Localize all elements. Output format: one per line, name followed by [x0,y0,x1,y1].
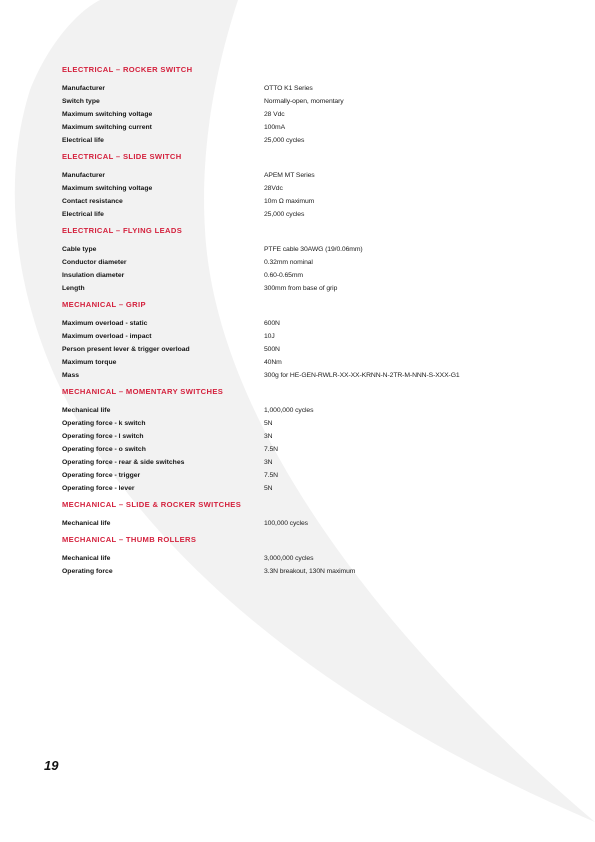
spec-row [62,417,562,430]
spec-row [62,82,562,95]
spec-row [62,282,562,295]
spec-label: Operating force - trigger [62,472,141,479]
spec-value: APEM MT Series [264,172,315,179]
spec-value: 7.5N [264,446,278,453]
spec-row [62,430,562,443]
page-number: 19 [44,758,59,773]
spec-label: Manufacturer [62,172,106,179]
spec-value: 600N [264,320,280,327]
spec-value: 3N [264,459,273,466]
spec-row [62,208,562,221]
spec-section [62,225,562,295]
spec-section [62,64,562,147]
spec-label: Mass [62,372,80,379]
spec-row [62,443,562,456]
spec-label: Maximum switching voltage [62,185,153,192]
spec-value: 25,000 cycles [264,137,305,144]
spec-label: Cable type [62,246,97,253]
spec-value: 0.60-0.65mm [264,272,303,279]
spec-value: 10m Ω maximum [264,198,315,205]
spec-row [62,330,562,343]
spec-section [62,534,562,578]
specification-list [62,64,562,582]
spec-value: Normally-open, momentary [264,98,344,105]
spec-row [62,456,562,469]
spec-section [62,299,562,382]
spec-row [62,269,562,282]
spec-label: Operating force - l switch [62,433,144,440]
section-title: ELECTRICAL – SLIDE SWITCH [62,152,182,161]
spec-value: 5N [264,420,273,427]
spec-value: 5N [264,485,273,492]
spec-value: OTTO K1 Series [264,85,313,92]
spec-label: Maximum torque [62,359,117,366]
spec-value: 0.32mm nominal [264,259,313,266]
section-title: ELECTRICAL – FLYING LEADS [62,226,183,235]
spec-label: Mechanical life [62,520,111,527]
spec-value: 100,000 cycles [264,520,308,527]
spec-row [62,356,562,369]
section-title: ELECTRICAL – ROCKER SWITCH [62,65,193,74]
spec-value: 7.5N [264,472,278,479]
spec-label: Contact resistance [62,198,123,205]
spec-row [62,169,562,182]
spec-label: Operating force - k switch [62,420,146,427]
spec-label: Maximum switching voltage [62,111,153,118]
spec-label: Switch type [62,98,100,105]
spec-label: Maximum overload - impact [62,333,152,340]
spec-label: Maximum switching current [62,124,152,131]
spec-row [62,565,562,578]
spec-label: Manufacturer [62,85,106,92]
section-title: MECHANICAL – THUMB ROLLERS [62,535,197,544]
spec-section [62,499,562,530]
spec-label: Conductor diameter [62,259,127,266]
spec-label: Mechanical life [62,555,111,562]
spec-row [62,95,562,108]
spec-row [62,482,562,495]
spec-value: 25,000 cycles [264,211,305,218]
spec-value: 28Vdc [264,185,283,192]
spec-row [62,317,562,330]
spec-value: 3N [264,433,273,440]
spec-section [62,151,562,221]
spec-value: PTFE cable 30AWG (19/0.06mm) [264,246,363,253]
section-title: MECHANICAL – GRIP [62,300,146,309]
spec-label: Operating force - lever [62,485,135,492]
spec-row [62,369,562,382]
spec-label: Operating force - o switch [62,446,146,453]
spec-value: 40Nm [264,359,282,366]
spec-label: Electrical life [62,137,104,144]
spec-value: 100mA [264,124,286,131]
spec-value: 3.3N breakout, 130N maximum [264,568,356,575]
spec-value: 300mm from base of grip [264,285,338,292]
spec-section [62,386,562,495]
spec-row [62,195,562,208]
spec-row [62,552,562,565]
spec-label: Maximum overload - static [62,320,148,327]
spec-row [62,469,562,482]
spec-row [62,243,562,256]
section-title: MECHANICAL – MOMENTARY SWITCHES [62,387,224,396]
spec-value: 300g for HE-GEN-RWLR-XX-XX-KRNN-N-2TR-M-NNN-S-XXX-G1 [264,372,460,379]
section-title: MECHANICAL – SLIDE & ROCKER SWITCHES [62,500,242,509]
spec-row [62,517,562,530]
spec-label: Person present lever & trigger overload [62,346,190,353]
spec-label: Operating force - rear & side switches [62,459,185,466]
spec-row [62,182,562,195]
spec-label: Length [62,285,85,292]
spec-value: 28 Vdc [264,111,285,118]
spec-label: Insulation diameter [62,272,125,279]
spec-row [62,256,562,269]
spec-value: 1,000,000 cycles [264,407,314,414]
spec-row [62,343,562,356]
spec-value: 500N [264,346,280,353]
spec-row [62,134,562,147]
spec-value: 10J [264,333,275,340]
spec-row [62,121,562,134]
spec-row [62,404,562,417]
spec-value: 3,000,000 cycles [264,555,314,562]
spec-label: Mechanical life [62,407,111,414]
spec-row [62,108,562,121]
spec-label: Electrical life [62,211,104,218]
spec-label: Operating force [62,568,113,575]
